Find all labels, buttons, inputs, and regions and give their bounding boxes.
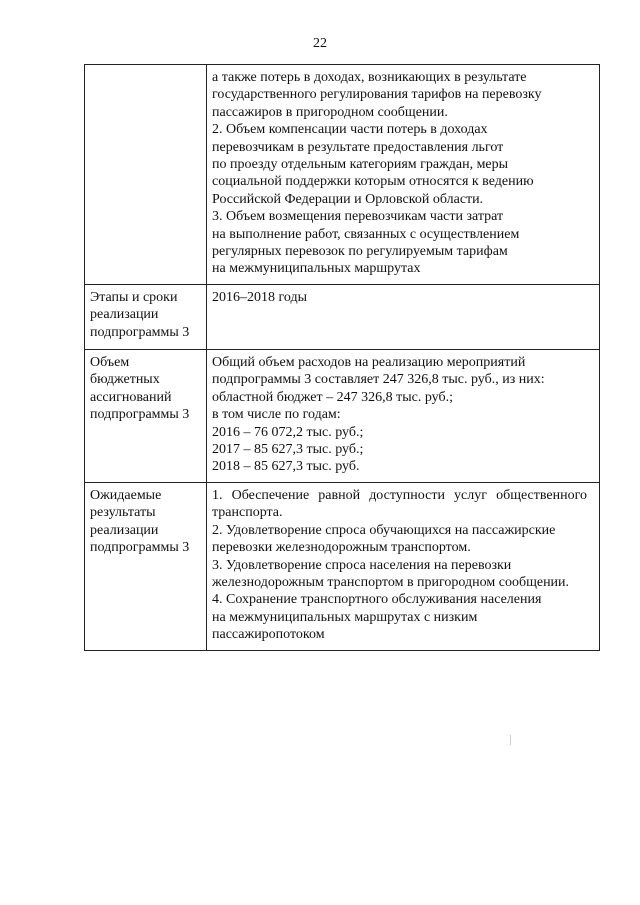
scan-artifact xyxy=(510,735,511,745)
label-line: Этапы и сроки xyxy=(90,290,178,305)
content-line: 2016 – 76 072,2 тыс. руб.; xyxy=(212,424,364,440)
content-line: перевозчикам в результате предоставления льгот xyxy=(212,139,504,155)
content-line: 3. Объем возмещения перевозчикам части затрат xyxy=(212,209,504,225)
row-content-compensation-volumes xyxy=(207,65,600,285)
content-line: в том числе по годам: xyxy=(212,407,341,423)
content-line: Общий объем расходов на реализацию мероприятий xyxy=(212,355,526,370)
content-line: транспорта. xyxy=(212,505,283,521)
content-line: железнодорожным транспортом в пригородном сообщении. xyxy=(212,575,570,591)
label-line: ассигнований xyxy=(90,389,172,405)
table-row xyxy=(85,285,600,350)
row-label-empty xyxy=(85,65,207,285)
label-line: реализации xyxy=(90,522,159,538)
content-line: 1. Обеспечение равной доступности услуг общественного xyxy=(212,488,587,503)
content-line: перевозки железнодорожным транспортом. xyxy=(212,540,471,556)
content-line: на выполнение работ, связанных с осуществлением xyxy=(212,226,520,242)
page-number: 22 xyxy=(313,36,327,51)
content-line: регулярных перевозок по регулируемым тарифам xyxy=(212,244,508,260)
table-row xyxy=(85,350,600,483)
content-line: 2. Удовлетворение спроса обучающихся на пассажирские xyxy=(212,522,556,538)
label-line: подпрограммы 3 xyxy=(90,407,190,423)
content-line: Российской Федерации и Орловской области. xyxy=(212,191,484,207)
label-line: подпрограммы 3 xyxy=(90,324,190,340)
content-line: по проезду отдельным категориям граждан, меры xyxy=(212,157,509,173)
label-line: Объем xyxy=(90,355,130,370)
label-line: бюджетных xyxy=(90,372,160,388)
content-line: 2016–2018 годы xyxy=(212,290,308,305)
table-row xyxy=(85,65,600,285)
content-line: пассажиропотоком xyxy=(212,627,325,643)
row-label-stages xyxy=(85,285,207,350)
subprogram-passport-table xyxy=(84,64,600,651)
table-row xyxy=(85,483,600,651)
row-content-stages xyxy=(207,285,600,350)
label-line: реализации xyxy=(90,307,159,323)
row-label-budget xyxy=(85,350,207,483)
content-line: 2018 – 85 627,3 тыс. руб. xyxy=(212,459,360,475)
label-line: подпрограммы 3 xyxy=(90,540,190,556)
content-line: социальной поддержки которым относятся к ведению xyxy=(212,174,534,190)
content-line: на межмуниципальных маршрутах xyxy=(212,261,421,277)
content-line: 4. Сохранение транспортного обслуживания населения xyxy=(212,592,542,608)
content-line: 2017 – 85 627,3 тыс. руб.; xyxy=(212,442,364,458)
row-content-budget xyxy=(207,350,600,483)
content-line: а также потерь в доходах, возникающих в результате xyxy=(212,70,527,85)
content-line: 3. Удовлетворение спроса населения на перевозки xyxy=(212,557,512,573)
row-label-expected-results xyxy=(85,483,207,651)
content-line: пассажиров в пригородном сообщении. xyxy=(212,104,448,120)
label-line: Ожидаемые xyxy=(90,488,162,503)
label-line: результаты xyxy=(90,505,156,521)
content-line: областной бюджет – 247 326,8 тыс. руб.; xyxy=(212,389,453,405)
content-line: на межмуниципальных маршрутах с низким xyxy=(212,609,478,625)
row-content-expected-results xyxy=(207,483,600,651)
content-line: подпрограммы 3 составляет 247 326,8 тыс. руб., из них: xyxy=(212,372,545,388)
content-line: 2. Объем компенсации части потерь в доходах xyxy=(212,122,488,138)
content-line: государственного регулирования тарифов на перевозку xyxy=(212,87,542,103)
